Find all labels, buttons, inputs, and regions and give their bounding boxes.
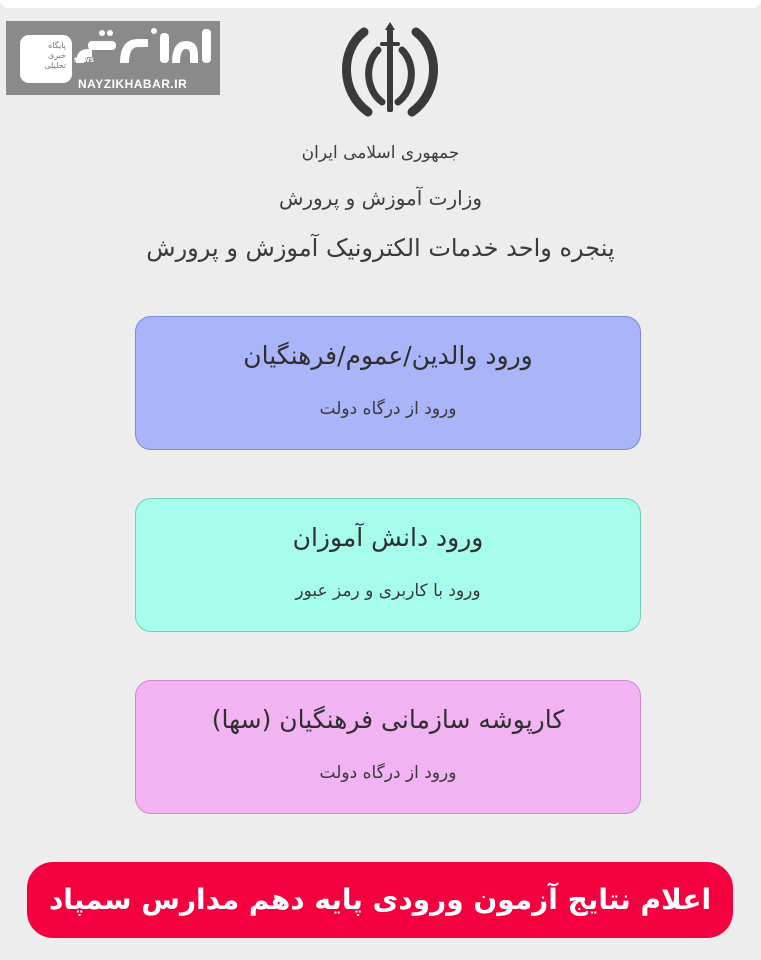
login-parents-public-teachers-button[interactable] [135, 316, 641, 450]
announcement-banner: اعلام نتایج آزمون ورودی پایه دهم مدارس سمپاد [27, 862, 733, 938]
watermark-news-tag: NEWS [74, 57, 95, 64]
card-title: ورود والدین/عموم/فرهنگیان [243, 341, 533, 370]
card-title: ورود دانش آموزان [292, 523, 484, 552]
watermark-badge-line: تحلیلی [44, 61, 66, 70]
card-subtitle: ورود با کاربری و رمز عبور [295, 581, 481, 601]
top-strip [0, 0, 761, 8]
watermark-badge [20, 35, 72, 83]
portal-title: پنجره واحد خدمات الکترونیک آموزش و پرورش [146, 234, 615, 262]
teachers-org-portfolio-button[interactable] [135, 680, 641, 814]
card-subtitle: ورود از درگاه دولت [319, 763, 457, 783]
card-subtitle: ورود از درگاه دولت [319, 399, 457, 419]
watermark-site-url: NAYZIKHABAR.IR [78, 77, 188, 91]
card-title: کارپوشه سازمانی فرهنگیان (سها) [211, 705, 565, 734]
watermark-wordmark-icon [68, 23, 216, 75]
country-title: جمهوری اسلامی ایران [301, 143, 460, 163]
iran-emblem-icon [334, 20, 446, 120]
watermark-logo [6, 21, 220, 95]
login-students-button[interactable] [135, 498, 641, 632]
ministry-title: وزارت آموزش و پرورش [278, 186, 483, 210]
watermark-badge-line: خبری [47, 51, 66, 60]
watermark-badge-line: پایگاه [48, 41, 66, 50]
